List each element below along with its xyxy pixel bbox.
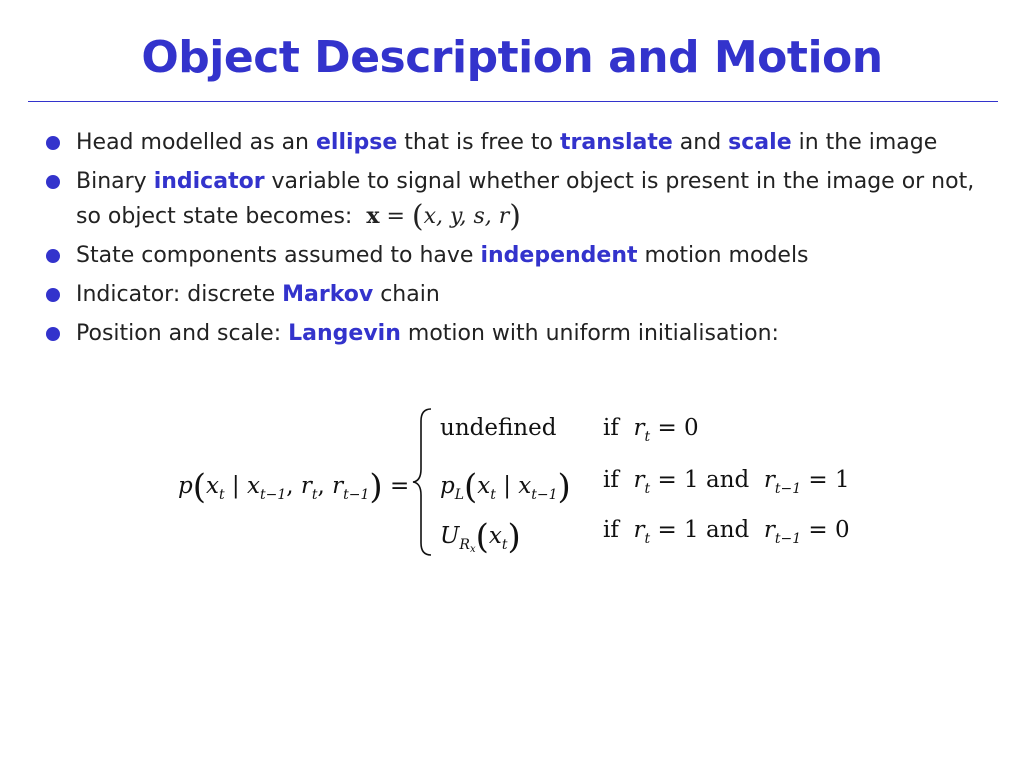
bullet-item (46, 126, 986, 160)
bullet-text: motion models (637, 243, 809, 268)
bullet-dot-icon (46, 327, 60, 341)
bullet-item (46, 165, 986, 234)
state-vector-symbol: x (366, 203, 380, 229)
bullet-text: motion with uniform initialisation: (400, 321, 779, 346)
keyword-indicator: indicator (153, 169, 265, 194)
case-condition: if $r_t = 0$ (603, 415, 699, 445)
bullet-text: Indicator: discrete (76, 282, 283, 307)
bullet-text: variable to signal whether object is present in the image or not, so object state becomes: (76, 169, 975, 229)
slide-title: Object Description and Motion (141, 32, 883, 83)
equals-sign: = (386, 204, 405, 229)
case-condition: if $r_t = 1$ and $r_{t-1} = 1$ (603, 467, 850, 497)
case-value: undefined (440, 415, 557, 441)
state-vector-equation: x = (x, y, s, r) (366, 199, 522, 234)
motion-model-formula (178, 405, 878, 560)
keyword-translate: translate (559, 130, 673, 155)
case-condition: if $r_t = 1$ and $r_{t-1} = 0$ (603, 517, 850, 547)
bullet-list (46, 126, 986, 356)
title-divider (28, 101, 998, 102)
bullet-text: Position and scale: (76, 321, 289, 346)
bullet-text: chain (373, 282, 440, 307)
bullet-dot-icon (46, 288, 60, 302)
bullet-text: that is free to (397, 130, 560, 155)
bullet-text: Binary (76, 169, 154, 194)
keyword-markov: Markov (282, 282, 374, 307)
case-value: $U_{R_x}(x_t)$ (440, 517, 521, 557)
bullet-item (46, 278, 986, 312)
bullet-item (46, 239, 986, 273)
bullet-dot-icon (46, 175, 60, 189)
keyword-langevin: Langevin (288, 321, 401, 346)
keyword-independent: independent (480, 243, 638, 268)
bullet-text: in the image (791, 130, 938, 155)
bullet-dot-icon (46, 136, 60, 150)
keyword-ellipse: ellipse (315, 130, 398, 155)
keyword-scale: scale (728, 130, 792, 155)
cases-brace-icon (411, 407, 435, 557)
bullet-text: and (672, 130, 729, 155)
state-components: x, y, s, r (423, 204, 510, 229)
bullet-item (46, 317, 986, 351)
formula-lhs: $p(x_t$ | $x_{t-1}$, $r_t$, $r_{t-1}$) = (178, 467, 410, 507)
bullet-text: Head modelled as an (76, 130, 316, 155)
bullet-text: State components assumed to have (76, 243, 481, 268)
bullet-dot-icon (46, 249, 60, 263)
case-value: $p_L(x_t$ | $x_{t-1}$) (440, 467, 571, 507)
